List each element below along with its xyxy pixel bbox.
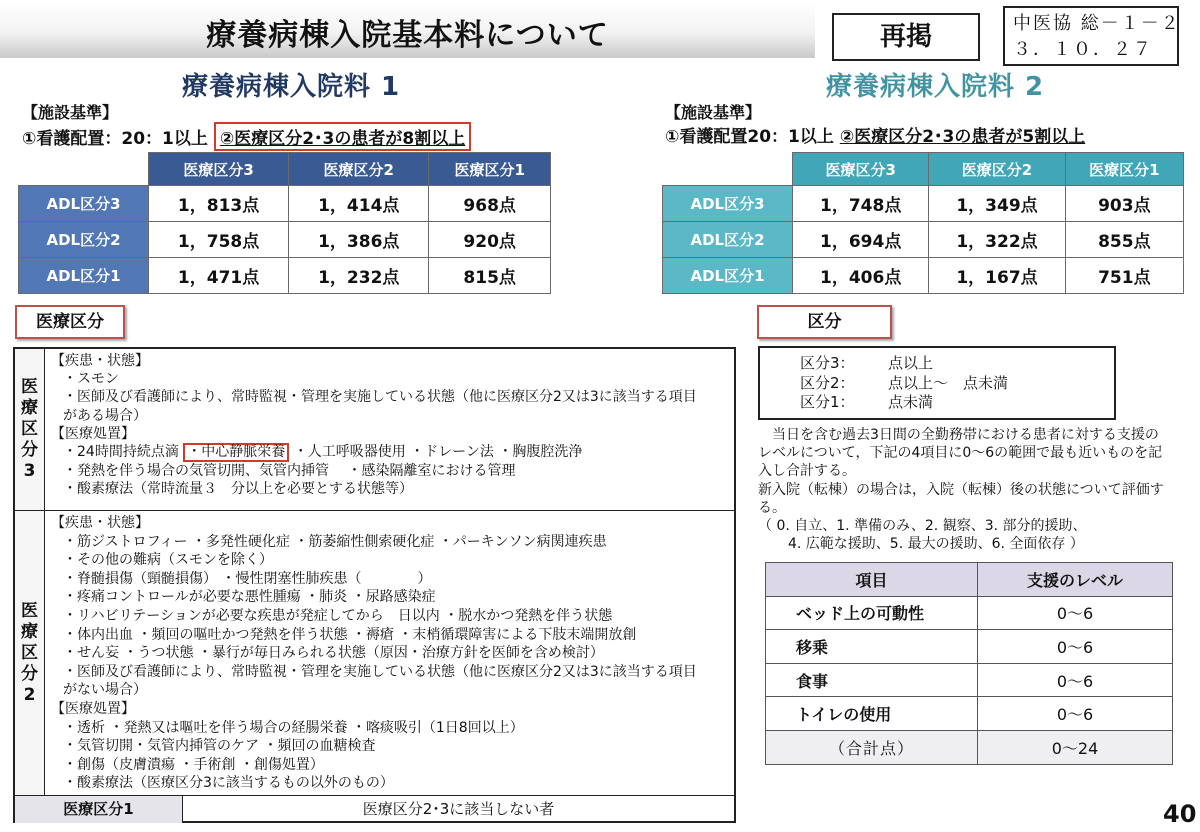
side-char: 療 xyxy=(21,398,38,418)
list-item: ・脊髄損傷（頸髄損傷） ・慢性閉塞性肺疾患（ ） xyxy=(63,570,432,587)
medical-class-1-label: 医療区分1 xyxy=(15,796,183,823)
explanation-line: 入し合計する。 xyxy=(758,463,856,480)
threshold-key: 区分2： xyxy=(800,373,855,392)
medical-class-3-row xyxy=(15,349,734,511)
total-label xyxy=(766,730,978,764)
ward1-criteria-heading: 【施設基準】 xyxy=(22,103,119,122)
page-number: 40 xyxy=(1163,800,1197,828)
table-cell: 1，349点 xyxy=(929,186,1065,222)
list-item: ・リハビリテーションが必要な疾患が発症してから 日以内 ・脱水かつ発熱を伴う状態 xyxy=(63,607,613,624)
medical-class-3-content xyxy=(51,352,730,498)
medical-class-1-row xyxy=(15,796,734,823)
adl-class-thresholds xyxy=(758,346,1116,420)
medical-class-table xyxy=(13,347,736,823)
side-char: 3 xyxy=(23,461,36,481)
table-cell: 1，471点 xyxy=(149,258,289,294)
table-cell: 1，167点 xyxy=(929,258,1065,294)
ward1-subtitle: 療養病棟入院料 1 xyxy=(182,72,401,102)
support-level-table xyxy=(765,562,1173,765)
list-item: ・気管切開・気管内挿管のケア ・頻回の血糖検査 xyxy=(63,738,376,755)
support-level: 0～6 xyxy=(978,697,1173,731)
explanation-line: （ 0. 自立、1. 準備のみ、2. 観察、3. 部分的援助、 xyxy=(758,518,1087,535)
side-char: 分 xyxy=(21,663,38,684)
threshold-value: 点以上 xyxy=(888,354,934,372)
table-cell: 855点 xyxy=(1065,222,1183,258)
side-char: 医 xyxy=(21,600,38,621)
page-title: 療養病棟入院基本料について xyxy=(206,18,609,53)
table-cell: 1，748点 xyxy=(793,186,929,222)
ward2-nursing-ratio: ①看護配置20：1以上 xyxy=(665,127,840,147)
list-item: ・筋ジストロフィー ・多発性硬化症 ・筋萎縮性側索硬化症 ・パーキンソン病関連疾患 xyxy=(63,533,607,550)
central-venous-nutrition-highlight: ・中心静脈栄養 xyxy=(183,443,289,462)
row-header: ADL区分2 xyxy=(663,222,793,258)
side-char: 分 xyxy=(21,440,38,460)
table-cell: 903点 xyxy=(1065,186,1183,222)
meeting-code: 中医協 総－１－２ xyxy=(1013,13,1181,34)
threshold-row xyxy=(800,393,1114,413)
table-corner xyxy=(663,153,793,186)
table-cell: 751点 xyxy=(1065,258,1183,294)
side-char: 医 xyxy=(21,377,38,397)
list-text: ・人工呼吸器使用 ・ドレーン法 ・胸腹腔洗浄 xyxy=(289,444,583,461)
list-item: ・酸素療法（常時流量３ 分以上を必要とする状態等） xyxy=(63,481,413,498)
side-char: 療 xyxy=(21,621,38,642)
table-header-row xyxy=(766,563,1173,597)
explanation-line: 4. 広範な援助、5. 最大の援助、6. 全面依存 ） xyxy=(788,536,1084,553)
row-header: ADL区分1 xyxy=(663,258,793,294)
list-item: ・医師及び看護師により、常時監視・管理を実施している状態（他に医療区分2又は3に該当する項目 xyxy=(63,389,697,406)
table-cell: 1，758点 xyxy=(149,222,289,258)
column-header: 医療区分1 xyxy=(429,153,551,186)
table-cell: 920点 xyxy=(429,222,551,258)
table-cell: 815点 xyxy=(429,258,551,294)
meeting-date: ３．１０．２７ xyxy=(1013,39,1153,60)
column-header: 医療区分2 xyxy=(289,153,429,186)
adl-explanation xyxy=(758,426,1188,553)
side-char: 区 xyxy=(21,642,38,663)
section-heading: 【医療処置】 xyxy=(51,700,135,717)
table-cell: 1，232点 xyxy=(289,258,429,294)
republished-badge: 再掲 xyxy=(832,13,980,61)
support-level: 0～6 xyxy=(978,630,1173,664)
explanation-line: 当日を含む過去3日間の全勤務帯における患者に対する支援の xyxy=(772,427,1159,443)
support-item: ベッド上の可動性 xyxy=(766,596,978,630)
threshold-key: 区分1： xyxy=(800,393,855,411)
section-heading: 【医療処置】 xyxy=(51,425,135,442)
medical-class-2-content xyxy=(51,514,730,793)
header xyxy=(0,0,1200,58)
threshold-row xyxy=(800,374,1114,394)
table-row xyxy=(663,258,1184,294)
table-header-row xyxy=(19,153,551,186)
column-header: 医療区分2 xyxy=(929,153,1065,186)
section-heading: 【疾患・状態】 xyxy=(51,353,149,369)
total-level: 0～24 xyxy=(978,730,1173,764)
list-item: ・スモン xyxy=(63,371,119,388)
ward1-nursing-ratio: ①看護配置：20：1以上 xyxy=(22,129,214,149)
table-row xyxy=(766,663,1173,697)
row-header: ADL区分3 xyxy=(663,186,793,222)
list-item: ・疼痛コントロールが必要な悪性腫瘍 ・肺炎 ・尿路感染症 xyxy=(63,589,436,606)
table-total-row xyxy=(766,730,1173,764)
table-cell: 968点 xyxy=(429,186,551,222)
row-header: ADL区分1 xyxy=(19,258,149,294)
medical-class-2-side-label xyxy=(15,511,45,795)
list-item-continuation: がない場合） xyxy=(63,682,147,699)
medical-class-1-description: 医療区分2･3に該当しない者 xyxy=(362,800,555,818)
table-cell: 1，406点 xyxy=(793,258,929,294)
row-header: ADL区分2 xyxy=(19,222,149,258)
table-row xyxy=(663,186,1184,222)
list-text: ・24時間持続点滴 xyxy=(63,444,184,461)
medical-class-3-side-label xyxy=(15,349,45,510)
column-header: 支援のレベル xyxy=(978,563,1173,597)
list-item: ・透析 ・発熱又は嘔吐を伴う場合の経腸栄養 ・喀痰吸引（1日8回以上） xyxy=(63,719,524,736)
table-row xyxy=(766,630,1173,664)
list-item: ・体内出血 ・頻回の嘔吐かつ発熱を伴う状態 ・褥瘡 ・末梢循環障害による下肢末端開放創 xyxy=(63,626,637,643)
support-item: 移乗 xyxy=(766,630,978,664)
support-level: 0～6 xyxy=(978,596,1173,630)
medical-class-label: 医療区分 xyxy=(15,305,125,339)
ward2-criteria xyxy=(665,122,1085,147)
section-heading: 【疾患・状態】 xyxy=(51,515,149,531)
table-header-row xyxy=(663,153,1184,186)
threshold-value: 点未満 xyxy=(888,393,934,411)
ward1-criteria xyxy=(22,122,471,151)
explanation-line: レベルについて，下記の4項目に0～6の範囲で最も近いものを記 xyxy=(758,445,1163,462)
table-cell: 1，386点 xyxy=(289,222,429,258)
list-item-continuation: がある場合） xyxy=(63,407,147,424)
side-char: 区 xyxy=(21,419,38,439)
column-header: 項目 xyxy=(766,563,978,597)
threshold-value: 点以上～ 点未満 xyxy=(888,373,1009,392)
total-label-text: （合計点） xyxy=(828,738,914,758)
medical-class-2-row xyxy=(15,511,734,796)
list-item: ・医師及び看護師により、常時監視・管理を実施している状態（他に医療区分2又は3に該当する項目 xyxy=(63,663,697,680)
ward1-patient-ratio-highlight: ②医療区分2･3の患者が8割以上 xyxy=(214,122,471,151)
column-header: 医療区分3 xyxy=(149,153,289,186)
list-item: ・せん妄 ・うつ状態 ・暴行が毎日みられる状態（原因・治療方針を医師を含め検討） xyxy=(63,645,604,662)
table-cell: 1，813点 xyxy=(149,186,289,222)
ward1-fee-table xyxy=(18,152,551,294)
threshold-row xyxy=(800,354,1114,374)
ward2-patient-ratio: ②医療区分2･3の患者が5割以上 xyxy=(839,127,1086,147)
support-item: 食事 xyxy=(766,663,978,697)
table-row xyxy=(766,697,1173,731)
side-char: 2 xyxy=(23,684,36,705)
table-row xyxy=(663,222,1184,258)
list-item: ・発熱を伴う場合の気管切開、気管内挿管 ・感染隔離室における管理 xyxy=(63,463,516,480)
list-item: ・創傷（皮膚潰瘍 ・手術創 ・創傷処置） xyxy=(63,756,324,773)
table-row xyxy=(19,222,551,258)
list-item xyxy=(51,443,730,462)
list-item: ・酸素療法（医療区分3に該当するもの以外のもの） xyxy=(63,775,394,792)
column-header: 医療区分3 xyxy=(793,153,929,186)
ward2-criteria-heading: 【施設基準】 xyxy=(665,103,762,122)
support-level: 0～6 xyxy=(978,663,1173,697)
support-item: トイレの使用 xyxy=(766,697,978,731)
list-item: ・その他の難病（スモンを除く） xyxy=(63,552,273,569)
threshold-key: 区分3： xyxy=(800,354,855,372)
table-cell: 1，322点 xyxy=(929,222,1065,258)
table-row xyxy=(19,258,551,294)
table-row xyxy=(766,596,1173,630)
ward2-subtitle: 療養病棟入院料 2 xyxy=(826,72,1045,102)
explanation-line: 新入院（転棟）の場合は，入院（転棟）後の状態について評価する。 xyxy=(758,481,1164,516)
table-corner xyxy=(19,153,149,186)
table-cell: 1，414点 xyxy=(289,186,429,222)
adl-class-label: 区分 xyxy=(757,305,892,339)
meeting-reference-box xyxy=(1003,6,1179,66)
column-header: 医療区分1 xyxy=(1065,153,1183,186)
table-row xyxy=(19,186,551,222)
row-header: ADL区分3 xyxy=(19,186,149,222)
ward2-fee-table xyxy=(662,152,1184,294)
table-cell: 1，694点 xyxy=(793,222,929,258)
